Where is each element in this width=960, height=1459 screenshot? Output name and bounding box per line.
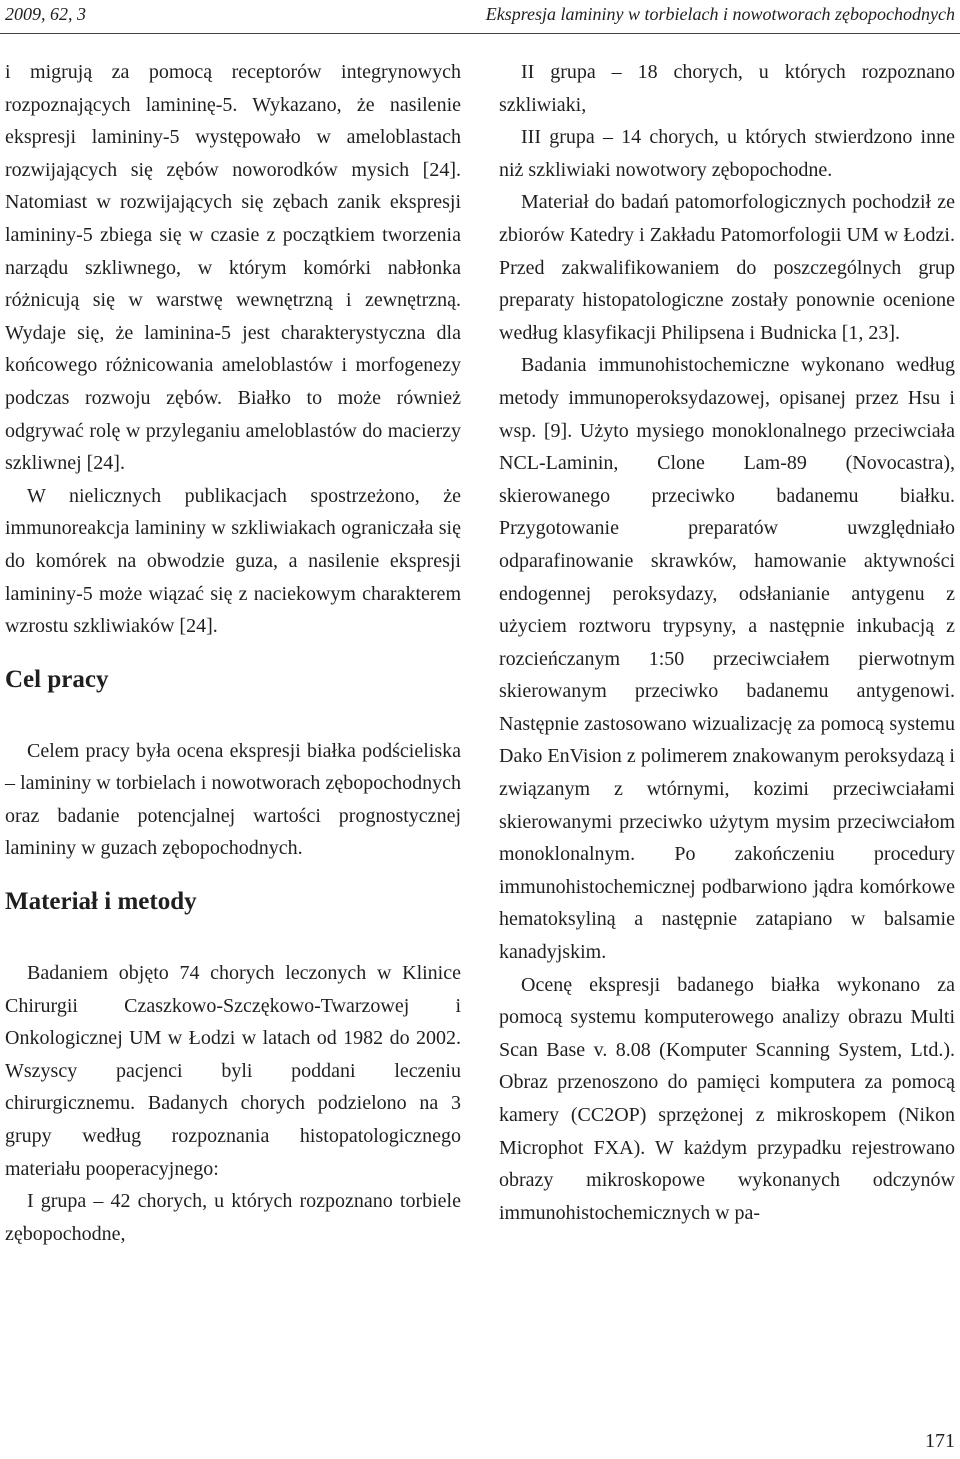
page-number: 171 [925,1430,955,1452]
paragraph: Materiał do badań patomorfologicznych pochodził ze zbiorów Katedry i Zakładu Patomorfologii UM w Łodzi. Przed zakwalifikowaniem do poszczególnych grup preparaty histopatologiczne zostały ponownie ocenione według klasyfikacji Philipsena i Budnicka [1, 23]. [499,191,955,344]
paragraph: i migrują za pomocą receptorów integrynowych rozpoznających lamininę-5. Wykazano, że nasilenie ekspresji lamininy-5 występowało w ameloblastach rozwijających się zębów noworodków mysich [24]. Natomiast w rozwijających się zębach zanik ekspresji lamininy-5 zbiega się w czasie z początkiem tworzenia narządu szkliwnego, w którym komórki nabłonka różnicują się w warstwę wewnętrzną i zewnętrzną. Wydaje się, że laminina-5 jest charakterystyczna dla końcowego różnicowania ameloblastów i morfogenezy podczas rozwoju zębów. Białko to może również odgrywać rolę w przyleganiu ameloblastów do macierzy szkliwnej [24]. [5,61,461,475]
section-heading: Cel pracy [5,665,109,693]
paragraph: W nielicznych publikacjach spostrzeżono, że immunoreakcja lamininy w szkliwiakach ograniczała się do komórek na obwodzie guza, a nasilenie ekspresji lamininy-5 może wiązać się z naciekowym charakterem wzrostu szkliwiaków [24]. [5,484,461,638]
journal-citation: 2009, 62, 3 [5,4,86,24]
right-column [499,56,955,1229]
section-heading: Materiał i metody [5,888,197,916]
running-title: Ekspresja lamininy w torbielach i nowotworach zębopochodnych [485,4,955,24]
paragraph: Badania immunohistochemiczne wykonano według metody immunoperoksydazowej, opisanej przez Hsu i wsp. [9]. Użyto mysiego monoklonalnego przeciwciała NCL-Laminin, Clone Lam-89 (Novocastra), skierowanego przeciwko badanemu białku. Przygotowanie preparatów uwzględniało odparafinowanie skrawków, hamowanie aktywności endogennej peroksydazy, odsłanianie antygenu z użyciem roztworu trypsyny, a następnie inkubacją z rozcieńczanym 1:50 przeciwciałem pierwotnym skierowanym przeciwko badanemu antygenowi. Następnie zastosowano wizualizację za pomocą systemu Dako EnVision z polimerem znakowanym peroksydazą i związanym z wtórnymi, kozimi przeciwciałami skierowanymi przeciwko użytym mysim przeciwciałom monoklonalnym. Po zakończeniu procedury immunohistochemicznej podbarwiono jądra komórkowe hematoksyliną a następnie zatapiano w balsamie kanadyjskim. [499,354,955,964]
paragraph: II grupa – 18 chorych, u których rozpoznano szkliwiaki, [499,61,955,116]
left-column [5,56,461,1250]
paragraph: Ocenę ekspresji badanego białka wykonano za pomocą systemu komputerowego analizy obrazu Multi Scan Base v. 8.08 (Komputer Scanning System, Ltd.). Obraz przenoszono do pamięci komputera za pomocą kamery (CC2OP) sprzężonej z mikroskopem (Nikon Microphot FXA). W każdym przypadku rejestrowano obrazy mikroskopowe wykonanych odczynów immunohistochemicznych w pa- [499,973,955,1224]
paragraph: Celem pracy była ocena ekspresji białka podścieliska – lamininy w torbielach i nowotworach zębopochodnych oraz badanie potencjalnej wartości prognostycznej lamininy w guzach zębopochodnych. [5,739,461,860]
paragraph: I grupa – 42 chorych, u których rozpoznano torbiele zębopochodne, [5,1190,461,1245]
running-header [0,0,960,30]
paragraph: Badaniem objęto 74 chorych leczonych w Klinice Chirurgii Czaszkowo-Szczękowo-Twarzowej i Onkologicznej UM w Łodzi w latach od 1982 do 2002. Wszyscy pacjenci byli poddani leczeniu chirurgicznemu. Badanych chorych podzielono na 3 grupy według rozpoznania histopatologicznego materiału pooperacyjnego: [5,962,461,1180]
header-divider [0,33,960,34]
paragraph: III grupa – 14 chorych, u których stwierdzono inne niż szkliwiaki nowotwory zębopochodne. [499,126,955,181]
